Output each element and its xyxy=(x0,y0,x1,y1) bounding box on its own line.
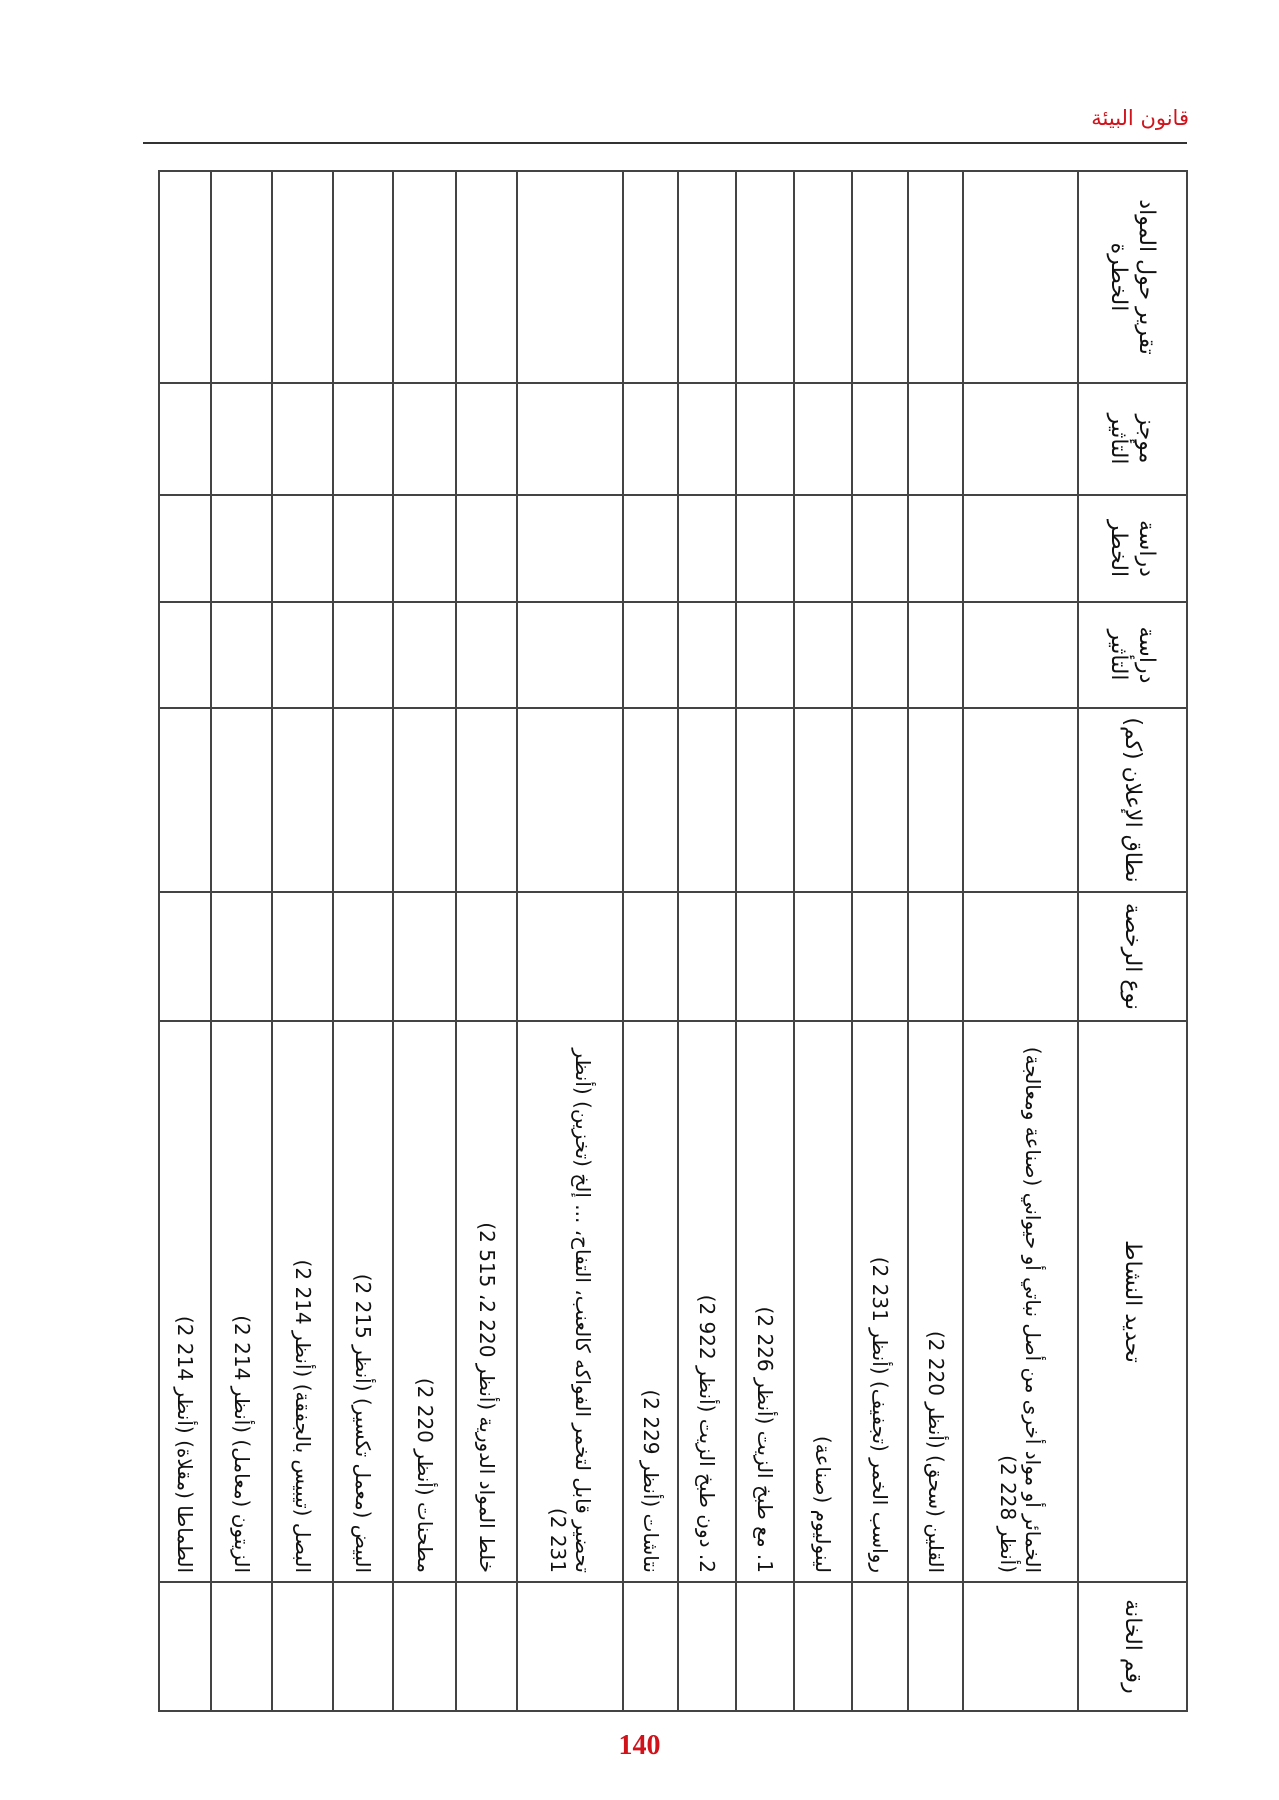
empty-cell xyxy=(963,495,1078,602)
empty-cell xyxy=(852,708,908,892)
empty-cell xyxy=(908,495,963,602)
empty-cell xyxy=(852,1582,908,1711)
running-header: قانون البيئة xyxy=(1091,106,1189,130)
empty-cell xyxy=(159,892,211,1021)
column-header: دراسة التأثير xyxy=(1078,602,1187,708)
empty-cell xyxy=(852,171,908,383)
empty-cell xyxy=(623,495,678,602)
activity-cell: 2. دون طبخ الزيت (أنظر 922 2) xyxy=(678,1021,736,1582)
table-row xyxy=(963,171,1078,1711)
empty-cell xyxy=(456,602,517,708)
table-body xyxy=(159,171,1078,1711)
empty-cell xyxy=(456,383,517,495)
empty-cell xyxy=(333,1582,393,1711)
empty-cell xyxy=(211,602,272,708)
activities-table xyxy=(158,170,1188,1712)
empty-cell xyxy=(736,602,794,708)
column-header: موجز التأثير xyxy=(1078,383,1187,495)
empty-cell xyxy=(211,495,272,602)
empty-cell xyxy=(456,171,517,383)
table-row xyxy=(623,171,678,1711)
table-row xyxy=(333,171,393,1711)
empty-cell xyxy=(159,495,211,602)
empty-cell xyxy=(211,1582,272,1711)
empty-cell xyxy=(623,892,678,1021)
empty-cell xyxy=(517,1582,623,1711)
empty-cell xyxy=(852,383,908,495)
empty-cell xyxy=(456,495,517,602)
empty-cell xyxy=(678,708,736,892)
empty-cell xyxy=(794,171,852,383)
empty-cell xyxy=(211,708,272,892)
column-header: تحديد النشاط xyxy=(1078,1021,1187,1582)
empty-cell xyxy=(393,495,456,602)
empty-cell xyxy=(393,171,456,383)
empty-cell xyxy=(272,602,333,708)
empty-cell xyxy=(393,383,456,495)
table-row xyxy=(211,171,272,1711)
column-header: رقم الخانة xyxy=(1078,1582,1187,1711)
empty-cell xyxy=(272,1582,333,1711)
empty-cell xyxy=(736,1582,794,1711)
empty-cell xyxy=(333,602,393,708)
empty-cell xyxy=(852,602,908,708)
table-row xyxy=(456,171,517,1711)
empty-cell xyxy=(852,892,908,1021)
table-row xyxy=(678,171,736,1711)
empty-cell xyxy=(159,1582,211,1711)
empty-cell xyxy=(736,708,794,892)
empty-cell xyxy=(272,708,333,892)
empty-cell xyxy=(393,708,456,892)
empty-cell xyxy=(794,383,852,495)
column-header: نوع الرخصة xyxy=(1078,892,1187,1021)
empty-cell xyxy=(908,383,963,495)
empty-cell xyxy=(678,602,736,708)
empty-cell xyxy=(517,495,623,602)
empty-cell xyxy=(963,892,1078,1021)
activity-cell: البصل (تيبيس بالجفقة) (أنظر 214 2) xyxy=(272,1021,333,1582)
empty-cell xyxy=(456,1582,517,1711)
empty-cell xyxy=(159,708,211,892)
empty-cell xyxy=(678,892,736,1021)
activity-cell: 1. مع طبخ الزيت (أنظر 226 2) xyxy=(736,1021,794,1582)
activity-cell: تحضير قابل لتخمر الفواكه كالعنب، التفاح، ... إلخ (تخزين) (أنظر 231 2) xyxy=(517,1021,623,1582)
empty-cell xyxy=(736,495,794,602)
table-row xyxy=(517,171,623,1711)
empty-cell xyxy=(963,383,1078,495)
empty-cell xyxy=(517,892,623,1021)
header-rule xyxy=(143,142,1187,144)
empty-cell xyxy=(456,708,517,892)
empty-cell xyxy=(393,892,456,1021)
empty-cell xyxy=(623,1582,678,1711)
empty-cell xyxy=(393,1582,456,1711)
empty-cell xyxy=(963,602,1078,708)
empty-cell xyxy=(908,892,963,1021)
empty-cell xyxy=(159,383,211,495)
empty-cell xyxy=(272,171,333,383)
empty-cell xyxy=(794,892,852,1021)
empty-cell xyxy=(159,602,211,708)
empty-cell xyxy=(517,383,623,495)
empty-cell xyxy=(794,495,852,602)
empty-cell xyxy=(211,171,272,383)
empty-cell xyxy=(159,171,211,383)
empty-cell xyxy=(678,495,736,602)
empty-cell xyxy=(678,1582,736,1711)
empty-cell xyxy=(333,383,393,495)
empty-cell xyxy=(908,708,963,892)
empty-cell xyxy=(794,602,852,708)
empty-cell xyxy=(736,383,794,495)
activity-cell: القلين (سحق) (أنظر 220 2) xyxy=(908,1021,963,1582)
empty-cell xyxy=(623,383,678,495)
empty-cell xyxy=(393,602,456,708)
activity-cell: الزيتون (معامل) (أنظر 214 2) xyxy=(211,1021,272,1582)
empty-cell xyxy=(517,171,623,383)
empty-cell xyxy=(211,892,272,1021)
empty-cell xyxy=(211,383,272,495)
empty-cell xyxy=(736,892,794,1021)
page-number: 140 xyxy=(618,1730,661,1761)
activity-cell: الطماطا (مقلاة) (أنظر 214 2) xyxy=(159,1021,211,1582)
table-row xyxy=(272,171,333,1711)
column-header: تقرير حول المواد الخطرة xyxy=(1078,171,1187,383)
table-row xyxy=(908,171,963,1711)
table-row xyxy=(393,171,456,1711)
empty-cell xyxy=(963,708,1078,892)
empty-cell xyxy=(517,708,623,892)
table-row xyxy=(852,171,908,1711)
rotated-table-wrapper xyxy=(161,170,1188,1710)
empty-cell xyxy=(963,1582,1078,1711)
empty-cell xyxy=(678,171,736,383)
activity-cell: الخمائر أو مواد أخرى من أصل نباتي أو حيواني (صناعة ومعالجة) (أنظر 228 2) xyxy=(963,1021,1078,1582)
empty-cell xyxy=(623,602,678,708)
empty-cell xyxy=(272,495,333,602)
empty-cell xyxy=(908,171,963,383)
empty-cell xyxy=(333,495,393,602)
empty-cell xyxy=(678,383,736,495)
empty-cell xyxy=(456,892,517,1021)
empty-cell xyxy=(852,495,908,602)
activity-cell: خلط المواد الدورية (أنظر 220 2، 515 2) xyxy=(456,1021,517,1582)
column-header: دراسة الخطر xyxy=(1078,495,1187,602)
empty-cell xyxy=(963,171,1078,383)
activity-cell: رواسب الخمر (تجفيف) (أنظر 231 2) xyxy=(852,1021,908,1582)
empty-cell xyxy=(333,892,393,1021)
empty-cell xyxy=(794,1582,852,1711)
activity-cell: لينوليوم (صناعة) xyxy=(794,1021,852,1582)
empty-cell xyxy=(333,708,393,892)
activity-cell: مطحنات (أنظر 220 2) xyxy=(393,1021,456,1582)
empty-cell xyxy=(794,708,852,892)
table-row xyxy=(794,171,852,1711)
empty-cell xyxy=(272,383,333,495)
empty-cell xyxy=(272,892,333,1021)
empty-cell xyxy=(908,602,963,708)
empty-cell xyxy=(623,171,678,383)
table-header-row xyxy=(1078,171,1187,1711)
empty-cell xyxy=(908,1582,963,1711)
empty-cell xyxy=(736,171,794,383)
activity-cell: البيض (معمل تكسير) (أنظر 215 2) xyxy=(333,1021,393,1582)
table-row xyxy=(736,171,794,1711)
empty-cell xyxy=(517,602,623,708)
activity-cell: نتاشات (أنظر 229 2) xyxy=(623,1021,678,1582)
empty-cell xyxy=(333,171,393,383)
table-row xyxy=(159,171,211,1711)
column-header: نطاق الإعلان (كم) xyxy=(1078,708,1187,892)
empty-cell xyxy=(623,708,678,892)
